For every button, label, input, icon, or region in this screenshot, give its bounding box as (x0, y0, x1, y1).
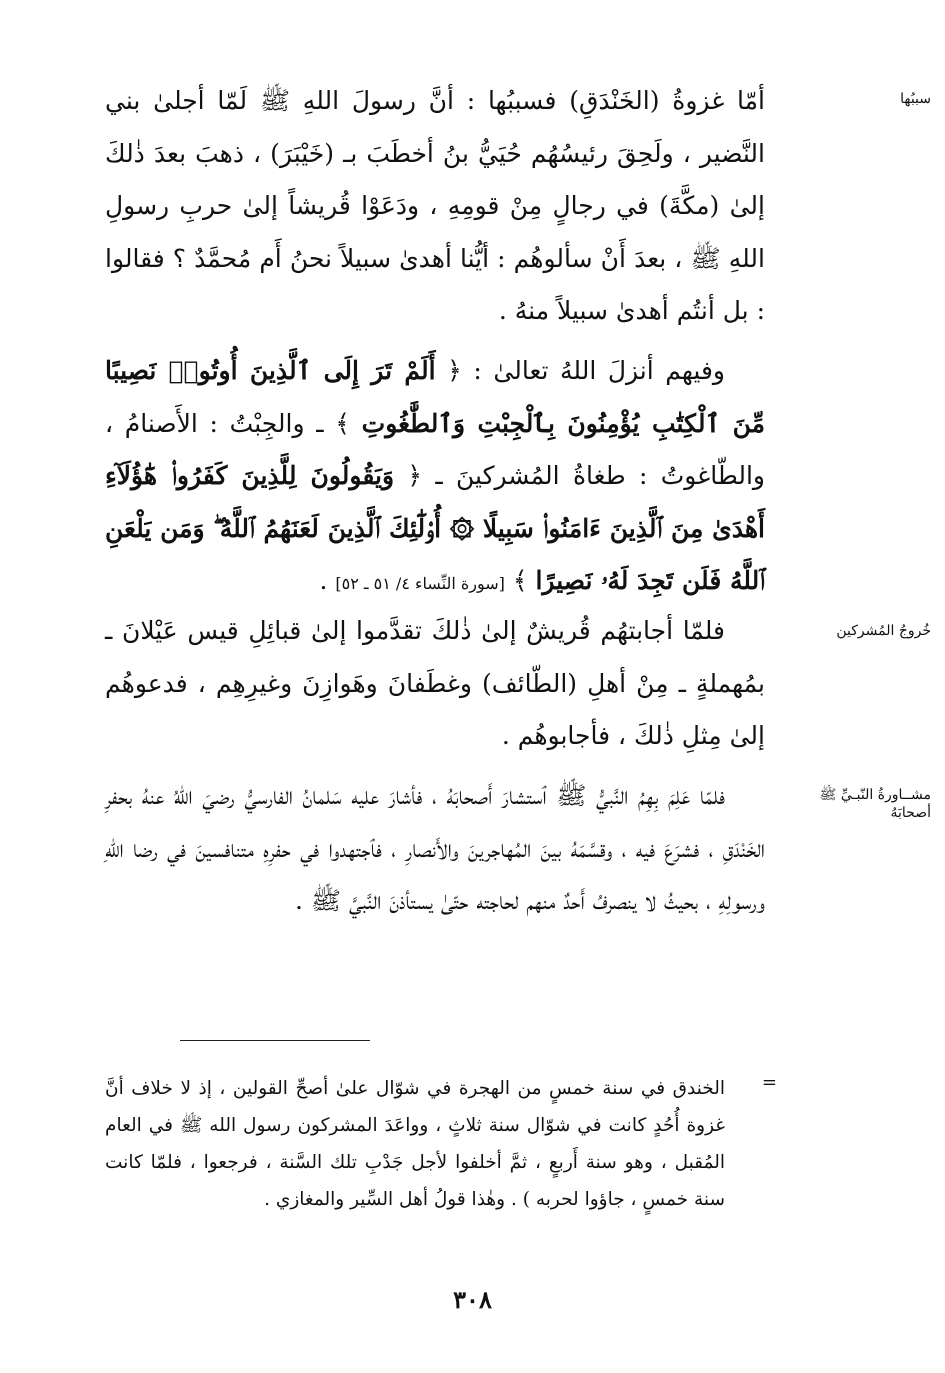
paragraph-revelation (105, 345, 765, 611)
margin-note-cause: سببُها (900, 91, 931, 107)
revelation-intro: وفيهم أنزلَ اللهُ تعالىٰ : ﴿ (447, 356, 725, 385)
page-number: ٣٠٨ (453, 1285, 492, 1314)
margin-note-polytheists-out: خُروجُ المُشركين (836, 623, 931, 639)
quran-verse-1: أَلَمْ تَرَ إِلَى ٱلَّذِينَ أُوتُوا۟ نَصِيبًا مِّنَ ٱلْكِتَٰبِ يُؤْمِنُونَ بِٱلْجِبْتِ وَٱلطَّٰغُوتِ (105, 356, 766, 438)
paragraph-cause: أمّا غزوةُ (الخَنْدَقِ) فسببُها : أنَّ رسولَ اللهِ ﷺ لَمّا أجلىٰ بني النَّضير ، ولَحِقَ رئيسُهُم حُيَيُّ بنُ أخطَبَ بـ (خَيْبَرَ) ، ذهبَ بعدَ ذٰلكَ إلىٰ (مكَّةَ) في رجالٍ مِنْ قومِهِ ، ودَعَوْا قُريشاً إلىٰ حربِ رسولِ اللهِ ﷺ ، بعدَ أَنْ سألوهُم : أيُّنا أهدىٰ سبيلاً نحنُ أَم مُحمَّدٌ ؟ فقالوا : بل أنتُم أهدىٰ سبيلاً منهُ . (105, 86, 765, 325)
paragraph-end: . (319, 566, 336, 595)
paragraph-consultation: فلمّا عَلِمَ بِهِمُ النَّبيُّ ﷺ ٱستشارَ أَصحابَهُ ، فأشارَ عليه سَلمانُ الفارسيُّ رضيَ اللهُ عنهُ بحفرِ الخَنْدَقِ ، فشرَعَ فيه ، وقسَّمَهُ بينَ المُهاجرينَ والأَنصارِ ، فٱجتهدوا في حفرِهِ متنافسينَ في رضا اللهِ ورسولِهِ ، بحيثُ لا ينصرفُ أَحدٌ منهم لحاجته حتّىٰ يستأذنَ النَّبيَّ ﷺ . (105, 781, 765, 915)
verse-close: ﴾ (512, 566, 528, 595)
footnote-separator (180, 1040, 370, 1041)
paragraph-polytheists-out: فلمّا أجابتهُم قُريشٌ إلىٰ ذٰلكَ تقدَّموا إلىٰ قبائِلِ قيس عَيْلانَ ـ بمُهملةٍ ـ مِنْ أهلِ (الطّائف) وغطَفانَ وهَوازِنَ وغيرِهِم ، فدعوهُم إلىٰ مِثلِ ذٰلكَ ، فأجابوهُم . (105, 616, 765, 750)
quran-verse-2: وَيَقُولُونَ لِلَّذِينَ كَفَرُوا۟ هَٰٓؤُلَآءِ أَهْدَىٰ مِنَ ٱلَّذِينَ ءَامَنُوا۟ سَبِيلًا ۞ أُو۟لَٰٓئِكَ ٱلَّذِينَ لَعَنَهُمُ ٱللَّهُ ۖ وَمَن يَلْعَنِ ٱللَّهُ فَلَن تَجِدَ لَهُۥ نَصِيرًا (105, 461, 765, 595)
revelation-gloss: ﴾ ـ والجِبْتُ : الأَصنامُ ، والطّاغوتُ : طغاةُ المُشركينَ ـ ﴿ (105, 408, 765, 490)
surah-reference: [سورة النِّساء ٤/ ٥١ ـ ٥٢] (335, 574, 505, 593)
margin-note-consultation: مشــاورةُ النّبـيِّ ﷺ أصحابَهُ (819, 787, 931, 821)
footnote: الخندق في سنة خمسٍ من الهجرة في شوّال علىٰ أصحِّ القولين ، إذ لا خلاف أنَّ غزوة أُحُدٍ كانت في شوّال سنة ثلاثٍ ، وواعَدَ المشركون رسول الله ﷺ في العام المُقبل ، وهو سنة أَربعٍ ، ثمَّ أخلفوا لأجل جَدْبِ تلك السَّنة ، فرجعوا ، فلمّا كانت سنة خمسٍ ، جاؤوا لحربه ) . وهٰذا قولُ أهل السِّير والمغازي . (105, 1078, 725, 1210)
footnote-continuation-mark: = (761, 1072, 777, 1093)
